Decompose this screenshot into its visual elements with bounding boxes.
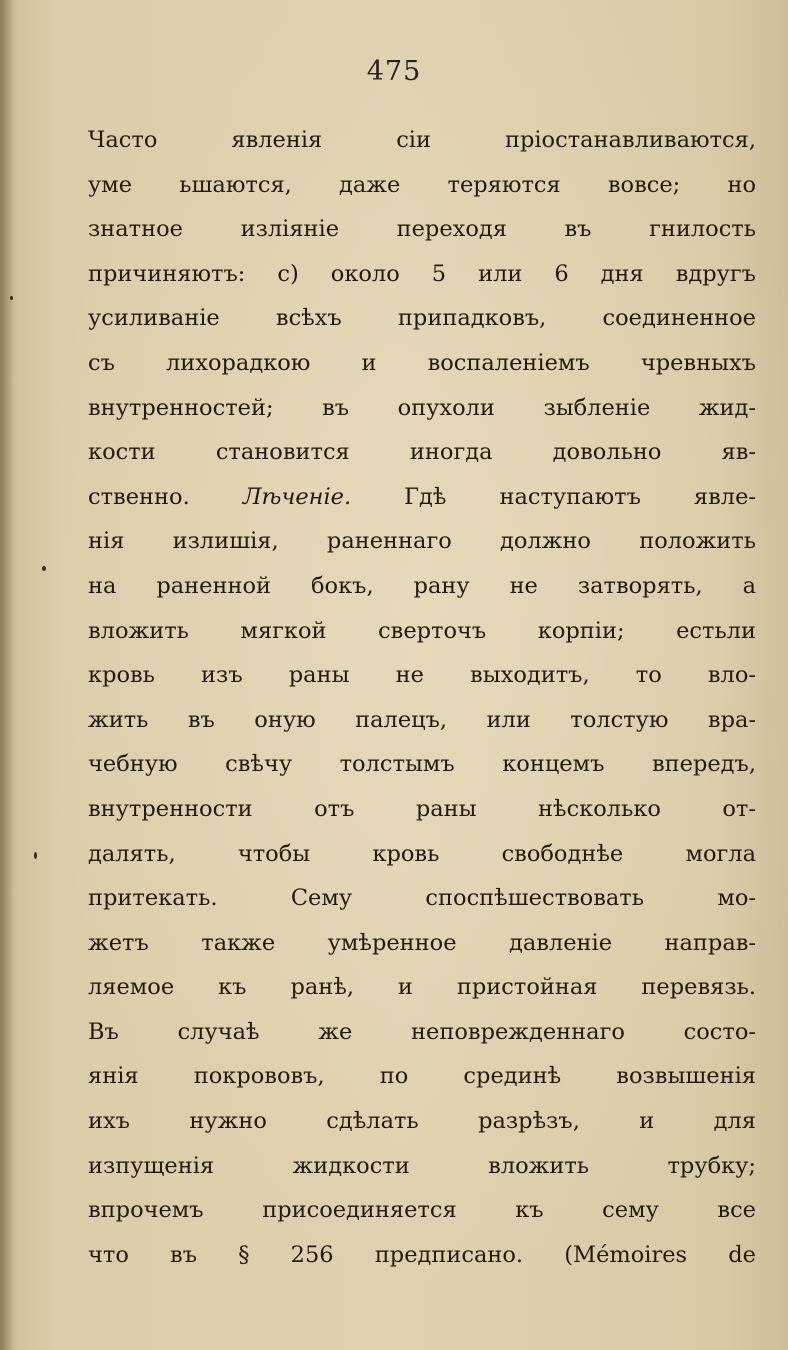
text-run: внутренности отъ раны нѣсколько от-: [88, 795, 756, 822]
text-run: кости становится иногда довольно яв-: [88, 439, 756, 466]
text-line: [88, 787, 756, 832]
text-line: [88, 1188, 756, 1233]
text-run: ляемое къ ранѣ, и пристойная перевязь.: [88, 974, 756, 1001]
paper-speck: [42, 566, 46, 571]
text-run: янія покрововъ, по срединѣ возвышенія: [88, 1063, 756, 1090]
binding-shadow: [0, 0, 14, 1350]
text-run: внутренностей; въ опухоли зыбленіе жид-: [88, 394, 756, 421]
text-run: уме ьшаются, даже теряются вовсе; но: [88, 171, 756, 198]
text-line: [88, 1054, 756, 1099]
paper-speck: [10, 296, 13, 300]
text-line: [88, 386, 756, 431]
text-run: изпущенія жидкости вложить трубку;: [88, 1152, 756, 1179]
text-run: ихъ нужно сдѣлать разрѣзъ, и для: [88, 1108, 756, 1135]
text-run: знатное изліяніе переходя въ гнилость: [88, 216, 756, 243]
text-line: [88, 698, 756, 743]
text-line: [88, 519, 756, 564]
text-run: усиливаніе всѣхъ припадковъ, соединенное: [88, 305, 756, 332]
text-run: нія излишія, раненнаго должно положить: [88, 528, 756, 555]
text-run: вложить мягкой сверточъ корпіи; естьли: [88, 617, 756, 644]
text-run: впрочемъ присоединяется къ сему все: [88, 1197, 756, 1224]
text-run: жетъ также умѣренное давленіе направ-: [88, 929, 756, 956]
paper-speck: [34, 852, 37, 859]
text-run: притекать. Сему споспѣшествовать мо-: [88, 885, 756, 912]
text-line: [88, 252, 756, 297]
text-line: [88, 163, 756, 208]
text-line: [88, 921, 756, 966]
text-line: [88, 118, 756, 163]
text-line: [88, 742, 756, 787]
text-run: ственно.: [88, 483, 243, 510]
text-run: на раненной бокъ, рану не затворять, а: [88, 572, 756, 599]
text-run: далять, чтобы кровь свободнѣе могла: [88, 840, 756, 867]
text-line: [88, 965, 756, 1010]
text-run: Гдѣ наступаютъ явле-: [351, 483, 756, 510]
text-line: [88, 430, 756, 475]
text-line: [88, 832, 756, 877]
text-line: [88, 475, 756, 520]
page-number: 475: [366, 56, 422, 87]
text-line: [88, 1144, 756, 1189]
text-line: [88, 1010, 756, 1055]
text-line: [88, 564, 756, 609]
text-run: чебную свѣчу толстымъ концемъ впередъ,: [88, 751, 756, 778]
text-line: [88, 1233, 756, 1278]
text-line: [88, 609, 756, 654]
text-line: [88, 1099, 756, 1144]
text-run: Часто явленія сіи пріостанавливаются,: [88, 127, 756, 153]
text-line: [88, 296, 756, 341]
text-run: кровь изъ раны не выходитъ, то вло-: [88, 662, 756, 689]
text-line: [88, 207, 756, 252]
text-run: Въ случаѣ же неповрежденнаго состо-: [88, 1018, 756, 1045]
text-line: [88, 653, 756, 698]
text-line: [88, 341, 756, 386]
text-run: что въ § 256 предписано. (Mémoires de: [88, 1241, 756, 1268]
body-text: [88, 118, 756, 1277]
text-run: причиняютъ: c) около 5 или 6 дня вдругъ: [88, 260, 756, 287]
text-run: съ лихорадкою и воспаленіемъ чревныхъ: [88, 349, 756, 376]
text-run: жить въ оную палецъ, или толстую вра-: [88, 706, 756, 733]
italic-heading-word: Лѣченіе.: [242, 483, 352, 510]
text-line: [88, 876, 756, 921]
